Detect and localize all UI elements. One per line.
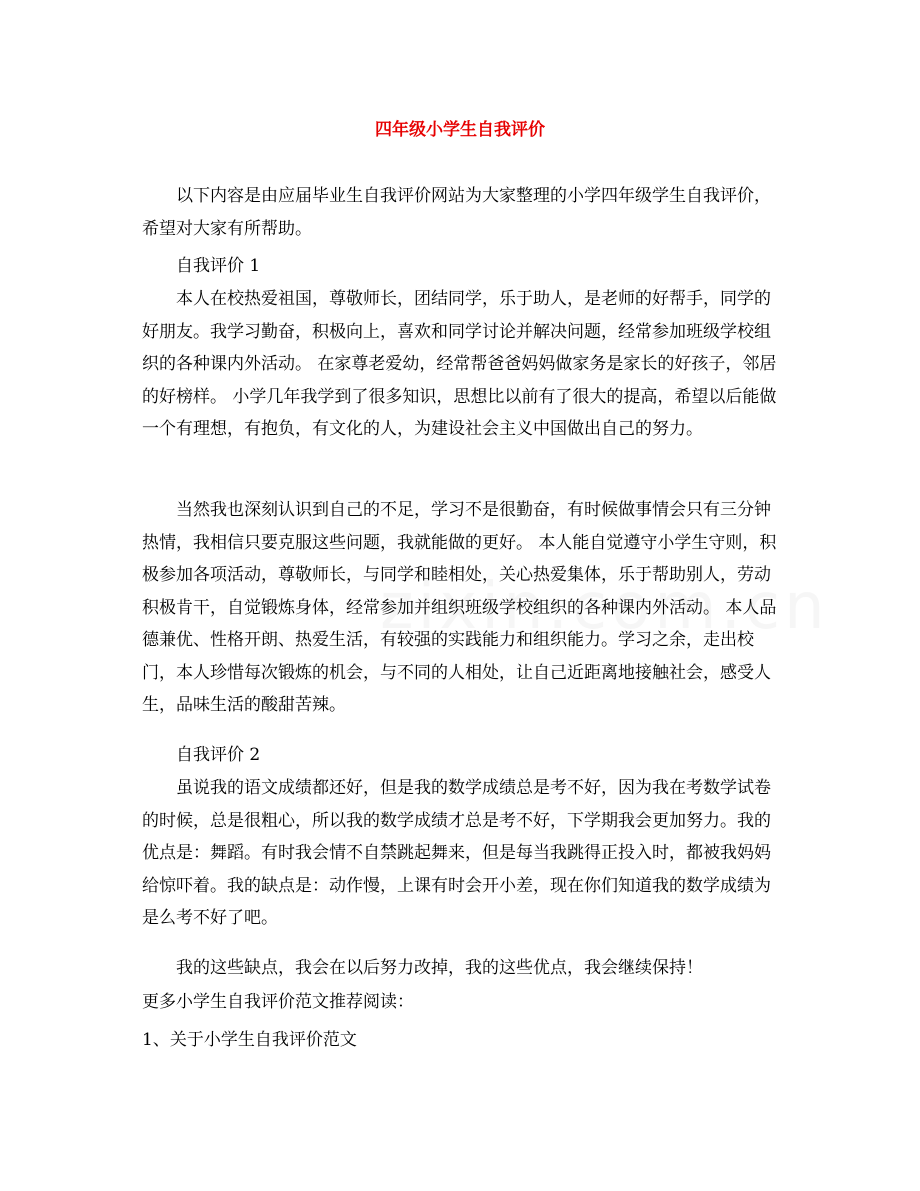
section1-heading: 自我评价 1 bbox=[176, 256, 261, 276]
document-title: 四年级小学生自我评价 bbox=[375, 120, 545, 140]
more-reading-heading: 更多小学生自我评价范文推荐阅读： bbox=[142, 992, 414, 1012]
section1-paragraph2: 当然我也深刻认识到自己的不足，学习不是很勤奋，有时候做事情会只有三分钟热情，我相信只要克服这些问题，我就能做的更好。 本人能自觉遵守小学生守则，积极参加各项活动，尊敬师长，与同学和睦相处，关心热爱集体，乐于帮助别人，劳动积极肯干，自觉锻炼身体，经常参加并组织班级学校组织的各种课内外活动。 本人品德兼优、性格开朗、热爱生活，有较强的实践能力和组织能力。学习之余，走出校门，本人珍惜每次锻炼的机会，与不同的人相处，让自己近距离地接触社会，感受人生，品味生活的酸甜苦辣。 bbox=[142, 500, 777, 715]
intro-paragraph: 以下内容是由应届毕业生自我评价网站为大家整理的小学四年级学生自我评价，希望对大家有所帮助。 bbox=[142, 186, 771, 239]
section2-heading: 自我评价 2 bbox=[176, 745, 261, 765]
section2-paragraph1: 虽说我的语文成绩都还好，但是我的数学成绩总是考不好，因为我在考数学试卷的时候，总是很粗心，所以我的数学成绩才总是考不好，下学期我会更加努力。我的优点是：舞蹈。有时我会情不自禁跳起舞来，但是每当我跳得正投入时，都被我妈妈给惊吓着。我的缺点是：动作慢，上课有时会开小差，现在你们知道我的数学成绩为是么考不好了吧。 bbox=[142, 778, 771, 928]
section1-paragraph1: 本人在校热爱祖国，尊敬师长，团结同学，乐于助人，是老师的好帮手，同学的好朋友。我学习勤奋，积极向上，喜欢和同学讨论并解决问题，经常参加班级学校组织的各种课内外活动。 在家尊老爱幼，经常帮爸爸妈妈做家务是家长的好孩子，邻居的好榜样。 小学几年我学到了很多知识，思想比以前有了很大的提高，希望以后能做一个有理想，有抱负，有文化的人，为建设社会主义中国做出自己的努力。 bbox=[142, 289, 777, 439]
section2-paragraph2: 我的这些缺点，我会在以后努力改掉，我的这些优点，我会继续保持！ bbox=[176, 958, 703, 978]
more-reading-link-1[interactable]: 1、关于小学生自我评价范文 bbox=[142, 1030, 357, 1050]
